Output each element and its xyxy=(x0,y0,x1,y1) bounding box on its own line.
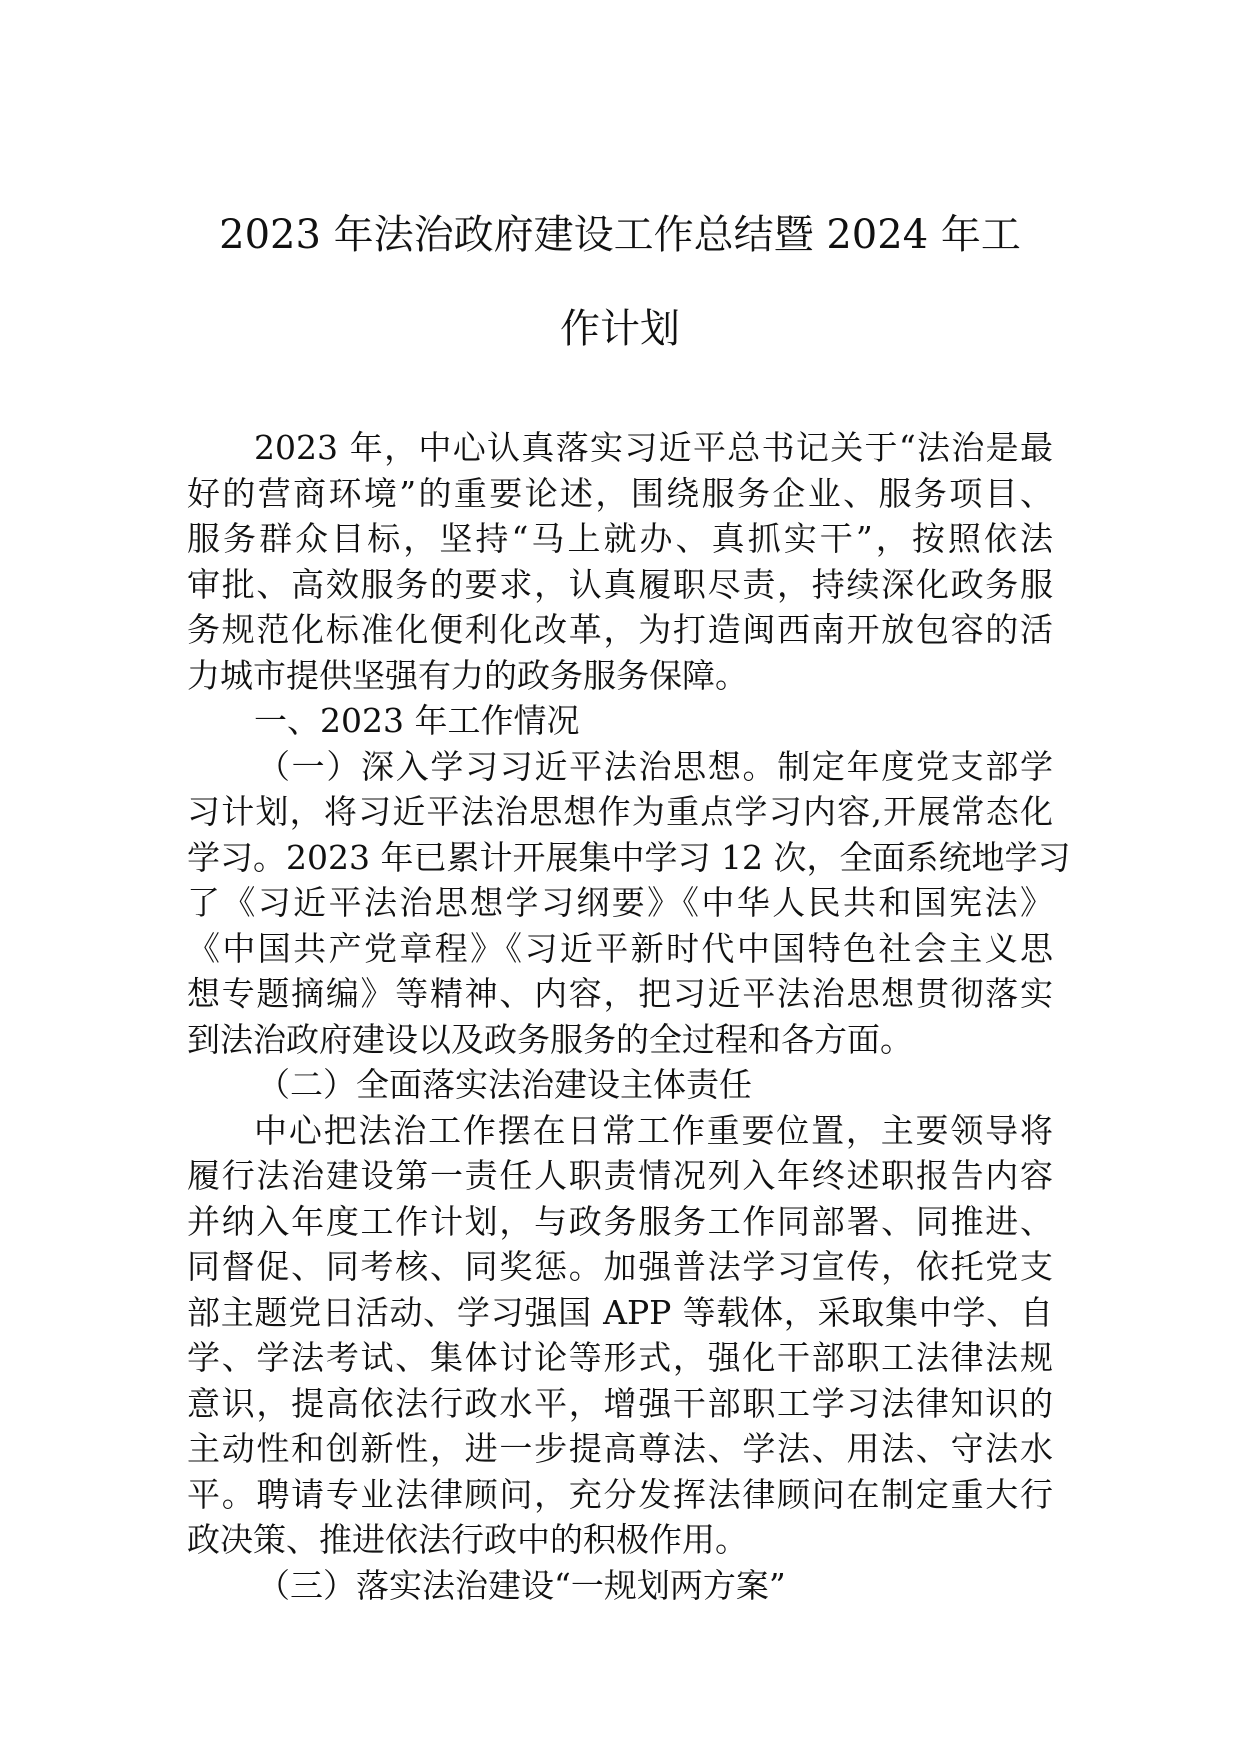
title-line-2: 作计划 xyxy=(560,306,680,352)
paragraph-line: 务规范化标准化便利化改革，为打造闽西南开放包容的活 xyxy=(187,610,1053,649)
subsection-heading: （二）全面落实法治建设主体责任 xyxy=(257,1065,752,1104)
paragraph-line: 政决策、推进依法行政中的积极作用。 xyxy=(187,1520,748,1559)
paragraph-line: 习计划，将习近平法治思想作为重点学习内容,开展常态化 xyxy=(187,792,1053,831)
paragraph-line: 《中国共产党章程》《习近平新时代中国特色社会主义思 xyxy=(187,928,1053,968)
subsection-heading: （三）落实法治建设“一规划两方案” xyxy=(257,1565,786,1605)
paragraph-line: 服务群众目标，坚持“马上就办、真抓实干”，按照依法 xyxy=(187,519,1053,558)
paragraph-line: 同督促、同考核、同奖惩。加强普法学习宣传，依托党支 xyxy=(187,1247,1053,1286)
paragraph-line: 了《习近平法治思想学习纲要》《中华人民共和国宪法》 xyxy=(187,883,1053,922)
subsection-heading-line: （一）深入学习习近平法治思想。制定年度党支部学 xyxy=(257,746,1053,786)
paragraph-line: 到法治政府建设以及政务服务的全过程和各方面。 xyxy=(187,1019,913,1059)
paragraph-line: 并纳入年度工作计划，与政务服务工作同部署、同推进、 xyxy=(187,1201,1053,1241)
paragraph-line: 履行法治建设第一责任人职责情况列入年终述职报告内容 xyxy=(187,1156,1053,1195)
paragraph-line: 学习。2023 年已累计开展集中学习 12 次，全面系统地学习 xyxy=(187,837,1071,877)
paragraph-line: 想专题摘编》等精神、内容，把习近平法治思想贯彻落实 xyxy=(187,974,1053,1013)
paragraph-line: 学、学法考试、集体讨论等形式，强化干部职工法律法规 xyxy=(187,1338,1053,1377)
paragraph-line: 平。聘请专业法律顾问，充分发挥法律顾问在制定重大行 xyxy=(187,1474,1053,1514)
paragraph-line: 2023 年，中心认真落实习近平总书记关于“法治是最 xyxy=(254,428,1053,467)
document-body xyxy=(187,425,1071,1608)
paragraph-line: 主动性和创新性，进一步提高尊法、学法、用法、守法水 xyxy=(187,1429,1053,1468)
document-title xyxy=(170,188,1070,376)
paragraph-line: 部主题党日活动、学习强国 APP 等载体，采取集中学、自 xyxy=(187,1292,1053,1332)
paragraph-line: 中心把法治工作摆在日常工作重要位置，主要领导将 xyxy=(254,1110,1053,1150)
paragraph-line: 审批、高效服务的要求，认真履职尽责，持续深化政务服 xyxy=(187,564,1053,604)
section-heading: 一、2023 年工作情况 xyxy=(254,701,580,740)
paragraph-line: 好的营商环境”的重要论述，围绕服务企业、服务项目、 xyxy=(187,473,1053,513)
paragraph-line: 意识，提高依法行政水平，增强干部职工学习法律知识的 xyxy=(187,1383,1053,1423)
paragraph-line: 力城市提供坚强有力的政务服务保障。 xyxy=(187,655,748,695)
title-line-1: 2023 年法治政府建设工作总结暨 2024 年工 xyxy=(219,212,1021,258)
